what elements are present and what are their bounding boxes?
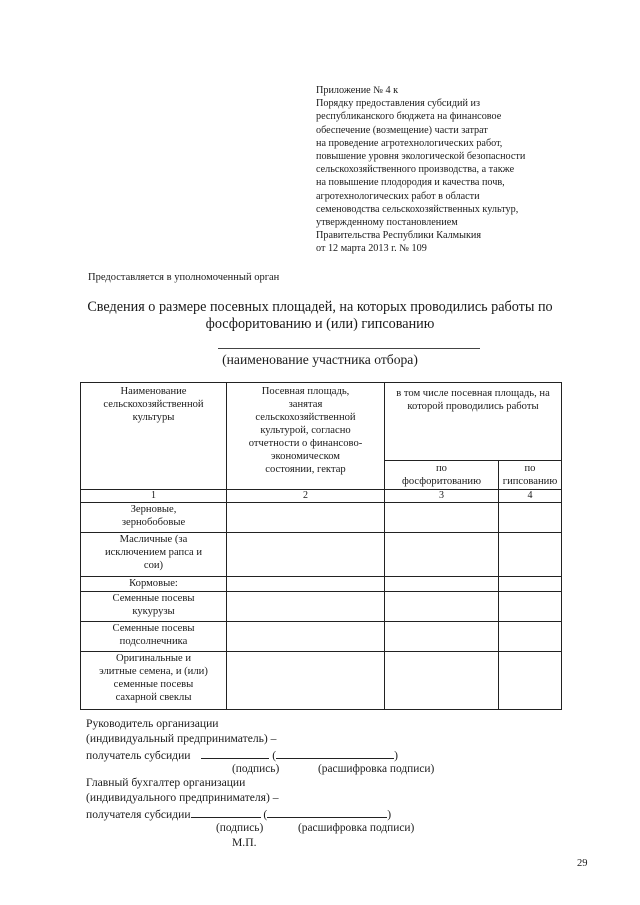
appendix-line: на повышение плодородия и качества почв, [316,177,505,189]
table-row [81,622,562,652]
participant-caption: (наименование участника отбора) [222,352,418,367]
appendix-line: Приложение № 4 к [316,85,399,96]
gypsum-cell[interactable] [499,592,562,622]
accountant-line-1: Главный бухгалтер организации [86,776,246,789]
appendix-block [316,84,576,256]
phosphorite-cell[interactable] [385,592,499,622]
accountant-signature-field[interactable] [191,806,261,818]
area-cell[interactable] [227,503,385,533]
phosphorite-cell[interactable] [385,503,499,533]
crop-cell: Оригинальные и элитные семена, и (или) семенные посевы сахарной свеклы [81,652,227,710]
title-line-1: Сведения о размере посевных площадей, на которых проводились работы по [87,299,553,315]
appendix-line: повышение уровня экологической безопасности [316,151,526,163]
area-cell[interactable] [227,533,385,577]
stamp-place: М.П. [232,836,257,849]
head-line-1: Руководитель организации [86,717,219,730]
phosphorite-cell[interactable] [385,577,499,592]
appendix-line: утвержденному постановлением [316,217,458,229]
accountant-line-3: получателя субсидии ( ) [86,807,392,821]
table-row [81,577,562,592]
document-title [60,299,580,333]
table-row [81,652,562,710]
gypsum-cell[interactable] [499,652,562,710]
appendix-line: агротехнологических работ в области [316,190,480,202]
col-number: 3 [385,490,499,503]
appendix-line: республиканского бюджета на финансовое [316,111,502,123]
col-number: 4 [499,490,562,503]
appendix-line: на проведение агротехнологических работ, [316,137,503,149]
head-signature-caption: (подпись) [232,763,280,775]
phosphorite-cell[interactable] [385,622,499,652]
participant-name-field[interactable] [218,348,480,349]
table-row [81,533,562,577]
crop-cell: Кормовые: [81,577,227,592]
area-cell[interactable] [227,592,385,622]
crop-cell: Масличные (за исключением рапса и сои) [81,533,227,577]
head-line-2: (индивидуальный предприниматель) – [86,731,277,745]
accountant-signature-caption: (подпись) [216,822,264,834]
gypsum-cell[interactable] [499,622,562,652]
area-cell[interactable] [227,622,385,652]
accountant-decode-caption: (расшифровка подписи) [298,822,415,834]
appendix-line: сельскохозяйственного производства, а также [316,164,515,176]
header-including: в том числе посевная площадь, на которой проводились работы [385,383,562,461]
appendix-line: семеноводства сельскохозяйственных культур, [316,203,519,215]
gypsum-cell[interactable] [499,577,562,592]
gypsum-cell[interactable] [499,533,562,577]
head-line-3: получатель субсидии ( ) [86,748,399,762]
accountant-signature-block [86,776,391,822]
crop-cell: Зерновые, зернобобовые [81,503,227,533]
col-number: 2 [227,490,385,503]
table-row [81,592,562,622]
title-line-2: фосфоритованию и (или) гипсованию [205,316,435,332]
accountant-line-2: (индивидуального предпринимателя) – [86,790,279,804]
area-cell[interactable] [227,652,385,710]
appendix-line: от 12 марта 2013 г. № 109 [316,243,427,255]
appendix-line: Порядку предоставления субсидий из [316,98,480,110]
appendix-line: Правительства Республики Калмыкия [316,230,482,242]
head-decode-field[interactable] [276,747,394,759]
header-phosphorite: по фосфоритованию [385,461,499,490]
header-crop-name: Наименование сельскохозяйственной культуры [81,383,227,490]
page-number: 29 [577,858,588,869]
crop-cell: Семенные посевы кукурузы [81,592,227,622]
crop-cell: Семенные посевы подсолнечника [81,622,227,652]
acreage-table [80,382,562,710]
col-number: 1 [81,490,227,503]
area-cell[interactable] [227,577,385,592]
header-gypsum: по гипсованию [499,461,562,490]
phosphorite-cell[interactable] [385,533,499,577]
gypsum-cell[interactable] [499,503,562,533]
head-signature-field[interactable] [201,747,269,759]
accountant-decode-field[interactable] [267,806,387,818]
table-row [81,503,562,533]
head-decode-caption: (расшифровка подписи) [318,763,435,775]
head-signature-block [86,717,398,763]
phosphorite-cell[interactable] [385,652,499,710]
appendix-line: обеспечение (возмещение) части затрат [316,124,488,136]
header-sown-area: Посевная площадь, занятая сельскохозяйственной культурой, согласно отчетности о финансово- экономическом состоянии, гектар [227,383,385,490]
provided-to-text: Предоставляется в уполномоченный орган [88,272,280,283]
